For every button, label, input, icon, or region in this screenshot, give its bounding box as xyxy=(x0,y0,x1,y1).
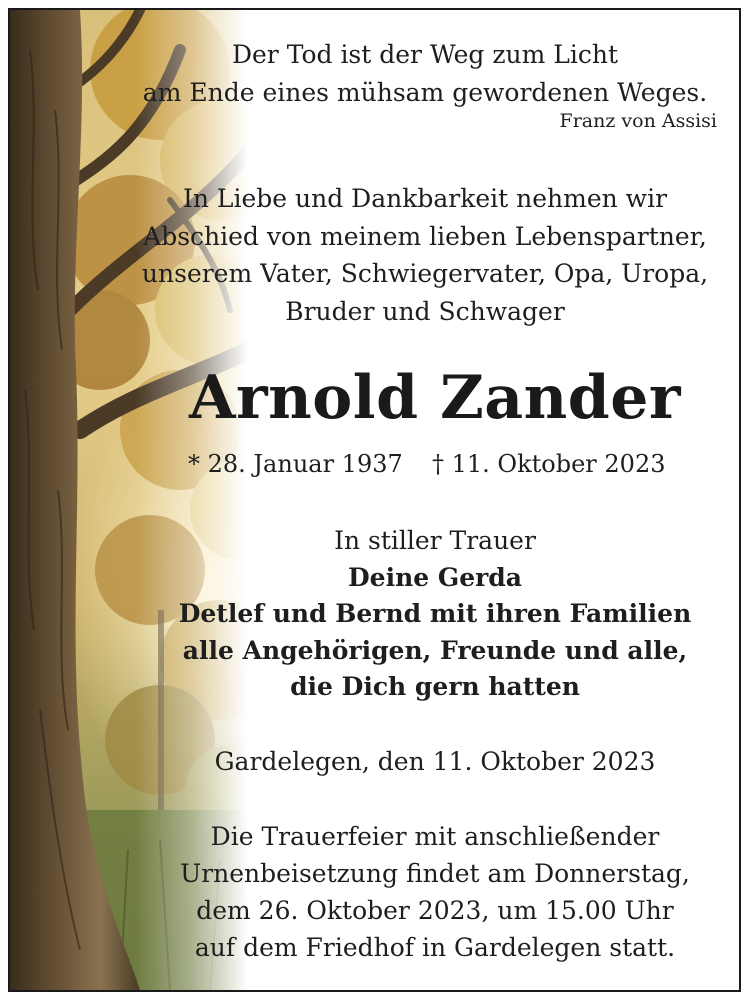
ceremony-info xyxy=(160,818,710,966)
obituary-notice xyxy=(8,8,741,992)
mourners-block xyxy=(160,523,710,706)
intro-line: Abschied von meinem lieben Lebenspartner, xyxy=(143,221,707,251)
deceased-name: Arnold Zander xyxy=(189,363,681,433)
quote-line: Der Tod ist der Weg zum Licht xyxy=(231,40,619,69)
intro-line: Bruder und Schwager xyxy=(285,296,565,326)
ceremony-line: dem 26. Oktober 2023, um 15.00 Uhr xyxy=(196,896,674,925)
ceremony-line: auf dem Friedhof in Gardelegen statt. xyxy=(194,933,676,962)
quote-line: am Ende eines mühsam gewordenen Weges. xyxy=(142,78,708,107)
intro-line: In Liebe und Dankbarkeit nehmen wir xyxy=(182,184,668,213)
notice-text xyxy=(10,10,739,990)
mourner-name: die Dich gern hatten xyxy=(290,672,580,701)
death-date: † 11. Oktober 2023 xyxy=(432,450,666,478)
birth-date: * 28. Januar 1937 xyxy=(188,450,403,478)
memorial-quote xyxy=(140,36,710,112)
intro-line: unserem Vater, Schwiegervater, Opa, Uropa, xyxy=(141,259,709,288)
intro-text xyxy=(140,180,710,330)
place-and-date: Gardelegen, den 11. Oktober 2023 xyxy=(214,747,656,776)
mourners-heading: In stiller Trauer xyxy=(334,526,536,555)
mourner-name: Deine Gerda xyxy=(348,562,522,592)
ceremony-line: Urnenbeisetzung findet am Donnerstag, xyxy=(180,859,690,888)
quote-author: Franz von Assisi xyxy=(559,110,717,132)
ceremony-line: Die Trauerfeier mit anschließender xyxy=(210,822,660,851)
mourner-name: alle Angehörigen, Freunde und alle, xyxy=(182,635,688,665)
mourner-name: Detlef und Bernd mit ihren Familien xyxy=(178,599,692,628)
